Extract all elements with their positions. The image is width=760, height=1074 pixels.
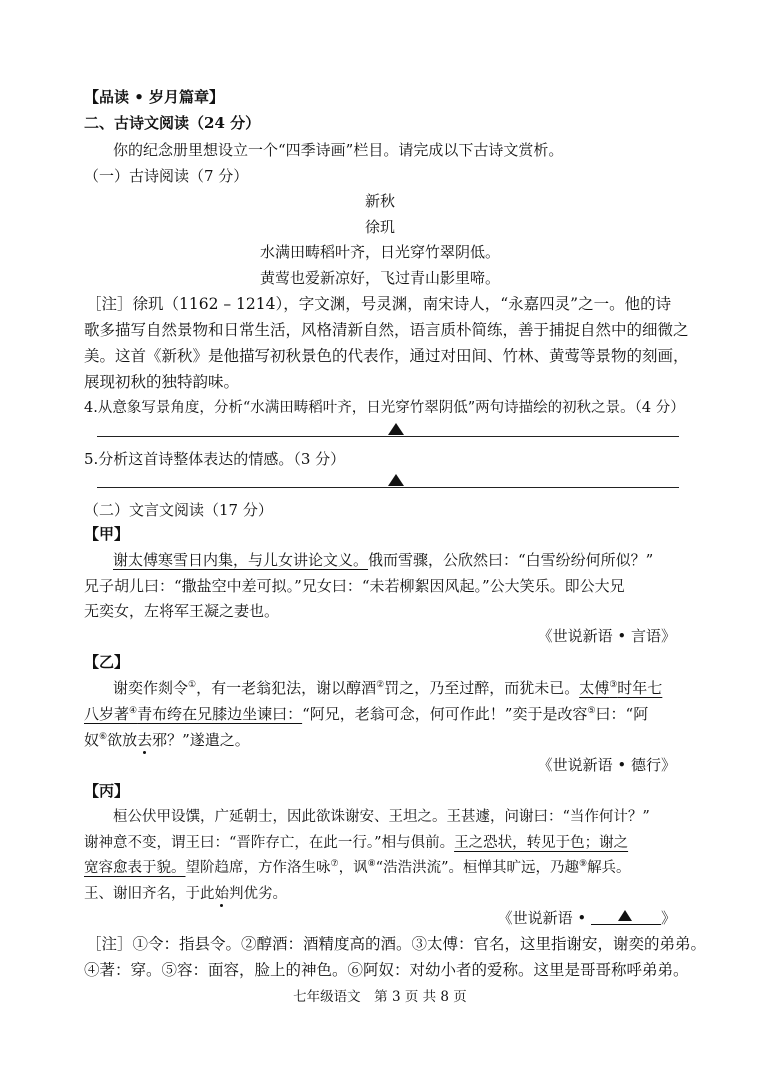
poem-note-line: 展现初秋的独特韵味。 xyxy=(84,373,240,391)
part2-title: （二）文言文阅读（17 分） xyxy=(84,501,273,519)
passage-jia-line: 无奕女，左将军王凝之妻也。 xyxy=(84,602,280,620)
answer-marker-icon xyxy=(618,910,632,921)
poem-author: 徐玑 xyxy=(364,218,395,236)
answer-line-q5[interactable] xyxy=(97,487,679,488)
section-title: 二、古诗文阅读（24 分） xyxy=(84,114,261,132)
underlined-sentence: 谢太傅寒雪日内集，与儿女讲论文义。 xyxy=(113,551,369,569)
poem-note-line: 歌多描写自然景物和日常生活，风格清新自然，语言质朴简练，善于捕捉自然中的细微之 xyxy=(84,321,689,339)
final-note-line: ④著：穿。⑤容：面容，脸上的神色。⑥阿奴：对幼小者的爱称。这里是哥哥称呼弟弟。 xyxy=(84,961,689,979)
passage-jia-source: 《世说新语 • 言语》 xyxy=(537,627,676,645)
final-note-line: ［注］①令：指县令。②醇酒：酒精度高的酒。③太傅：官名，这里指谢安，谢奕的弟弟。 xyxy=(86,935,707,953)
poem-title: 新秋 xyxy=(364,192,395,210)
passage-yi-source: 《世说新语 • 德行》 xyxy=(537,756,676,774)
passage-yi-line: 八岁著④青布绔在兄膝边坐谏曰：“阿兄，老翁可念，何可作此！”奕于是改容⑤曰：“阿 xyxy=(84,705,649,723)
poem-note-line: ［注］徐玑（1162 – 1214），字文渊，号灵渊，南宋诗人，“永嘉四灵”之一。他的诗 xyxy=(86,295,672,313)
passage-yi-line: 谢奕作剡令①，有一老翁犯法，谢以醇酒②罚之，乃至过醉，而犹未已。太傅③时年七 xyxy=(113,679,663,697)
passage-bing-line: 桓公伏甲设馔，广延朝士，因此欲诛谢安、王坦之。王甚遽，问谢曰：“当作何计？” xyxy=(113,809,650,825)
underlined-sentence: 王之恐状，转见于色；谢之 xyxy=(454,835,629,851)
answer-marker-icon xyxy=(388,474,404,486)
part1-title: （一）古诗阅读（7 分） xyxy=(84,167,249,185)
emphasis-dot-char: 始 xyxy=(214,886,229,902)
underlined-sentence: 宽容愈表于貌。 xyxy=(84,860,186,876)
passage-label-jia: 【甲】 xyxy=(84,525,130,543)
passage-label-yi: 【乙】 xyxy=(84,653,130,671)
poem-line-1: 水满田畴稻叶齐，日光穿竹翠阴低。 xyxy=(259,243,500,261)
answer-marker-icon xyxy=(388,423,404,435)
page-footer: 七年级语文 第 3 页 共 8 页 xyxy=(293,989,467,1005)
passage-bing-line: 宽容愈表于貌。望阶趋席，方作洛生咏⑦，讽⑧“浩浩洪流”。桓惮其旷远，乃趣⑨解兵。 xyxy=(84,859,631,876)
emphasis-dot-char: 去 xyxy=(137,731,153,749)
passage-jia-line: 谢太傅寒雪日内集，与儿女讲论文义。俄而雪骤，公欣然曰：“白雪纷纷何所似？” xyxy=(113,551,654,569)
passage-yi-line: 奴⑥欲放去邪？”遂遣之。 xyxy=(84,731,250,749)
question-5: 5.分析这首诗整体表达的情感。（3 分） xyxy=(84,450,346,468)
source-fill-blank[interactable] xyxy=(591,910,661,925)
passage-bing-source: 《世说新语 • 》 xyxy=(497,909,676,927)
section-header: 【品读 • 岁月篇章】 xyxy=(84,88,225,106)
answer-line-q4[interactable] xyxy=(97,436,679,437)
section-intro: 你的纪念册里想设立一个“四季诗画”栏目。请完成以下古诗文赏析。 xyxy=(113,141,564,159)
passage-bing-line: 谢神意不变，谓王曰：“晋阼存亡，在此一行。”相与俱前。王之恐状，转见于色；谢之 xyxy=(84,835,629,851)
poem-line-2: 黄莺也爱新凉好，飞过青山影里啼。 xyxy=(259,269,500,287)
poem-note-line: 美。这首《新秋》是他描写初秋景色的代表作，通过对田间、竹林、黄莺等景物的刻画， xyxy=(84,347,689,365)
question-4: 4.从意象写景角度，分析“水满田畴稻叶齐，日光穿竹翠阴低”两句诗描绘的初秋之景。（4 分） xyxy=(84,400,685,416)
passage-label-bing: 【丙】 xyxy=(84,782,130,800)
passage-jia-line: 兄子胡儿曰：“撒盐空中差可拟。”兄女曰：“未若柳絮因风起。”公大笑乐。即公大兄 xyxy=(84,577,625,595)
underlined-sentence: 八岁著④青布绔在兄膝边坐谏曰： xyxy=(84,705,303,723)
underlined-sentence: 太傅③时年七 xyxy=(579,679,663,697)
passage-bing-line: 王、谢旧齐名，于此始判优劣。 xyxy=(84,886,287,902)
